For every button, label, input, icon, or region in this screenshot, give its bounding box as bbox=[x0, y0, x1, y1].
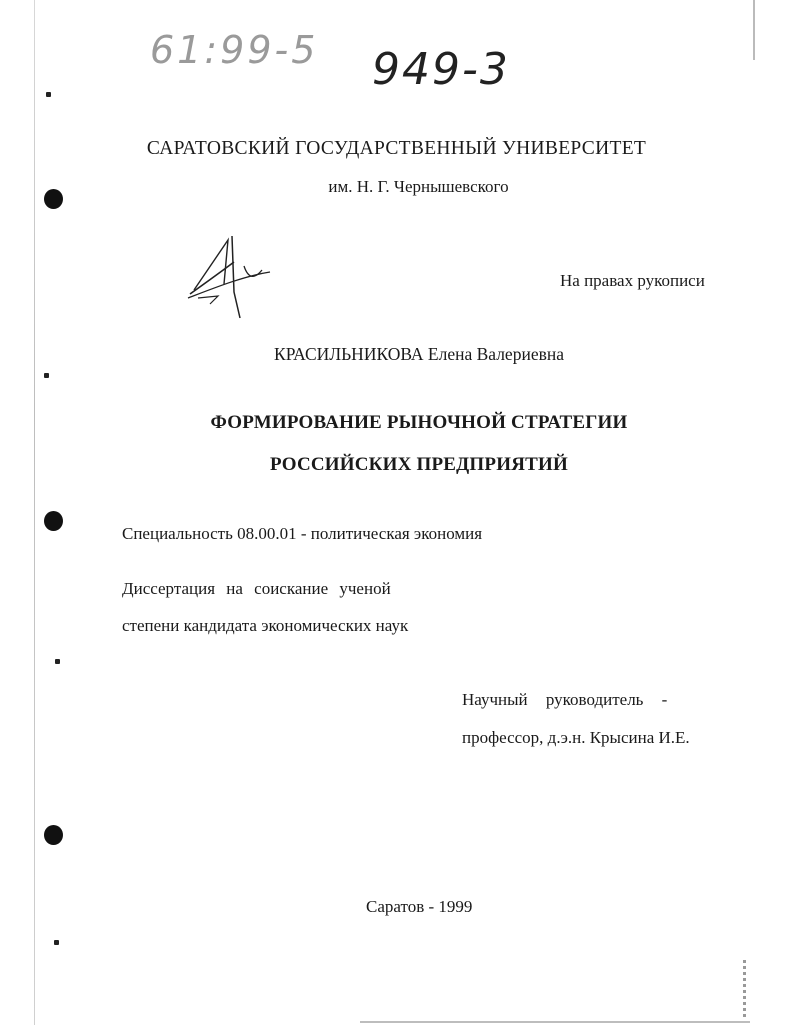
rights-note: На правах рукописи bbox=[560, 271, 705, 290]
university-name: САРАТОВСКИЙ ГОСУДАРСТВЕННЫЙ УНИВЕРСИТЕТ bbox=[146, 138, 647, 159]
university-named-after: им. Н. Г. Чернышевского bbox=[328, 177, 509, 196]
scan-speck bbox=[55, 659, 60, 664]
author-name: КРАСИЛЬНИКОВА Елена Валериевна bbox=[274, 344, 564, 364]
specialty: Специальность 08.00.01 - политическая экономия bbox=[122, 524, 483, 543]
scan-speck bbox=[54, 940, 59, 945]
city-year: Саратов - 1999 bbox=[366, 897, 473, 916]
punch-hole-icon bbox=[44, 511, 63, 531]
scan-edge-right bbox=[753, 0, 755, 60]
archive-note-dark: 949-3 bbox=[372, 44, 510, 95]
handwritten-signature-icon bbox=[184, 232, 280, 320]
punch-hole-icon bbox=[44, 825, 63, 845]
dissertation-title-line-1: ФОРМИРОВАНИЕ РЫНОЧНОЙ СТРАТЕГИИ bbox=[210, 412, 628, 433]
supervisor-label: Научный руководитель - bbox=[462, 690, 668, 709]
archive-note-grey: 61:99-5 bbox=[150, 28, 319, 72]
scan-edge-right-bottom bbox=[743, 960, 746, 1020]
scan-speck bbox=[46, 92, 51, 97]
dissertation-type-line-2: степени кандидата экономических наук bbox=[122, 616, 409, 635]
scan-edge-bottom bbox=[360, 1021, 750, 1023]
dissertation-type-line-1: Диссертация на соискание ученой bbox=[122, 579, 391, 598]
scan-speck bbox=[44, 373, 49, 378]
supervisor-name: профессор, д.э.н. Крысина И.Е. bbox=[462, 728, 690, 747]
dissertation-title-line-2: РОССИЙСКИХ ПРЕДПРИЯТИЙ bbox=[270, 454, 568, 475]
